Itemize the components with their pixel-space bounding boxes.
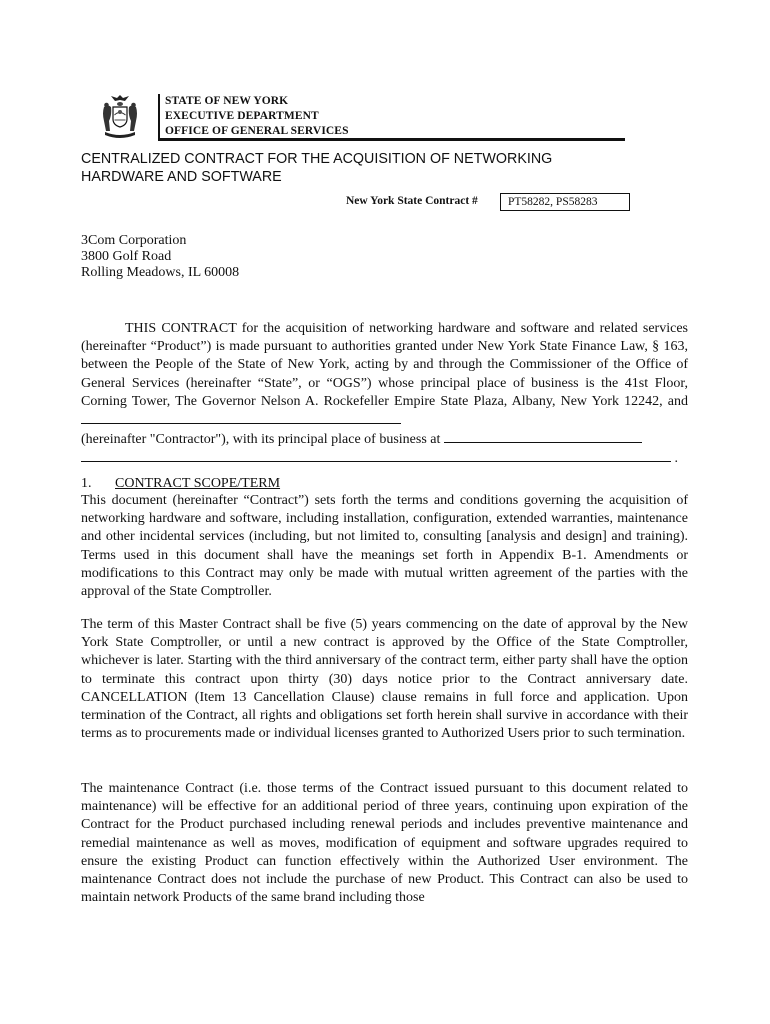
address-company: 3Com Corporation bbox=[81, 233, 187, 248]
new-york-state-seal-icon bbox=[99, 93, 141, 139]
letterhead-line-2: EXECUTIVE DEPARTMENT bbox=[165, 110, 319, 122]
section-1-paragraph-1: This document (hereinafter “Contract”) sets forth the terms and conditions governing the acquisition of networking hardware and software, including installation, configuration, extended warranties, maintenance and other incidental services (including, but not limited to, consulting [analysis and design] and training). Terms used in this document shall have the meanings set forth in Appendix B-1. Amendments or modifications to this Contract may only be made with mutual written agreement of the parties with the approval of the State Comptroller. bbox=[81, 493, 688, 600]
contract-number-label: New York State Contract # bbox=[346, 195, 478, 207]
section-1-paragraph-3: The maintenance Contract (i.e. those terms of the Contract issued pursuant to this document related to maintenance) will be effective for an additional period of three years, continuing upon expiration of the Contract for the Product purchased including renewal periods and includes preventive maintenance and remedial maintenance as well as moves, modification of equipment and software upgrades required to ensure the existing Product can function effectively within the Authorized User environment. The maintenance Contract does not include the purchase of new Product. This Contract can also be used to maintain network Products of the same brand including those bbox=[81, 781, 688, 906]
document-title-line-2: HARDWARE AND SOFTWARE bbox=[81, 169, 282, 185]
section-1-title: CONTRACT SCOPE/TERM bbox=[115, 476, 281, 491]
letterhead-line-3: OFFICE OF GENERAL SERVICES bbox=[165, 125, 349, 137]
intro-contractor-text: (hereinafter "Contractor"), with its principal place of business at bbox=[81, 432, 441, 448]
document-title-line-1: CENTRALIZED CONTRACT FOR THE ACQUISITION OF NETWORKING bbox=[81, 151, 553, 167]
contractor-address bbox=[81, 233, 239, 281]
letterhead bbox=[165, 94, 349, 139]
document-title bbox=[81, 150, 681, 186]
address-street: 3800 Golf Road bbox=[81, 249, 172, 264]
contractor-address-blank-2 bbox=[81, 449, 671, 462]
intro-paragraph bbox=[81, 320, 688, 469]
letterhead-divider-horizontal bbox=[158, 138, 625, 141]
intro-end-mark: . bbox=[674, 451, 678, 467]
section-1-paragraph-2: The term of this Master Contract shall be five (5) years commencing on the date of approval by the New York State Comptroller, or until a new contract is approved by the Office of the State Comptroller, whichever is later. Starting with the third anniversary of the contract term, either party shall have the option to terminate this contract upon thirty (30) days notice prior to the Contract anniversary date. CANCELLATION (Item 13 Cancellation Clause) clause remains in full force and application. Upon termination of the Contract, all rights and obligations set forth herein shall survive in accordance with their terms as to procurements made or individual licenses granted to Authorized Users prior to such termination. bbox=[81, 617, 688, 742]
section-1-heading bbox=[81, 475, 280, 493]
letterhead-line-1: STATE OF NEW YORK bbox=[165, 95, 289, 107]
contract-number-box: PT58282, PS58283 bbox=[500, 193, 630, 211]
section-1-number: 1. bbox=[81, 476, 92, 491]
letterhead-divider-vertical bbox=[158, 94, 160, 138]
contractor-address-blank-1 bbox=[444, 430, 642, 443]
intro-text: THIS CONTRACT for the acquisition of networking hardware and software and related services (hereinafter “Product”) is made pursuant to authorities granted under New York State Finance Law, § 163, between the People of the State of New York, acting by and through the Commissioner of the Office of General Services (hereinafter “State”, or “OGS”) whose principal place of business is the 41st Floor, Corning Tower, The Governor Nelson A. Rockefeller Empire State Plaza, Albany, New York 12242, and bbox=[81, 321, 688, 409]
contractor-name-blank bbox=[81, 411, 401, 424]
address-city: Rolling Meadows, IL 60008 bbox=[81, 265, 240, 280]
